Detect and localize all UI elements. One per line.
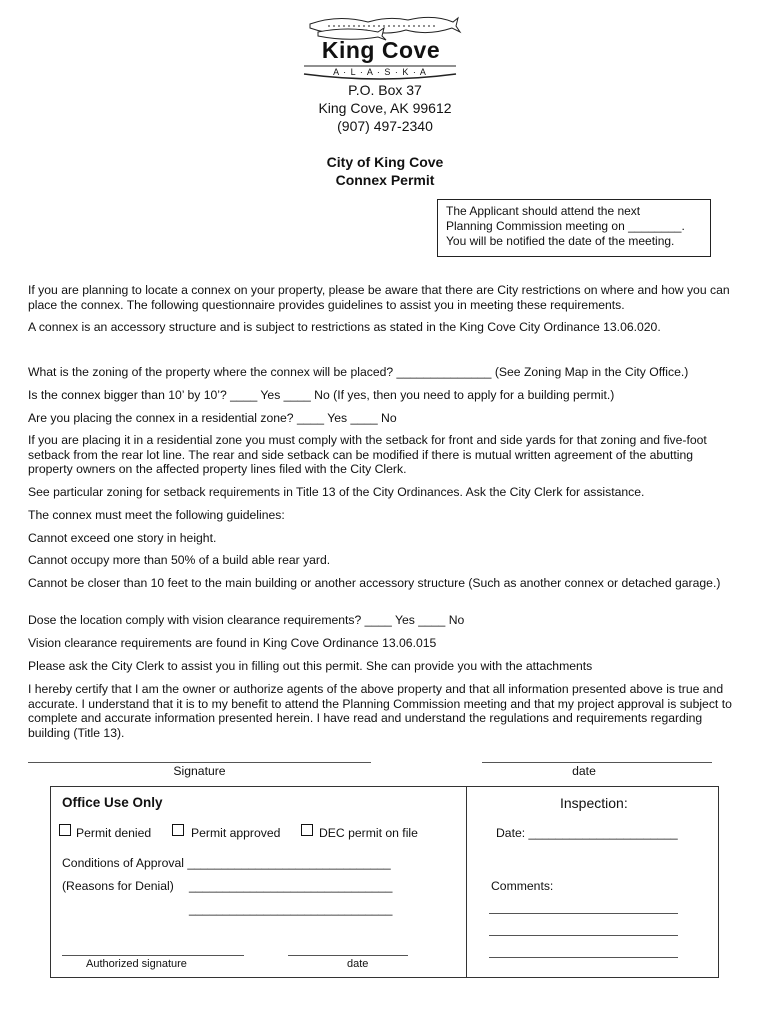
authorized-signature-label: Authorized signature (86, 958, 187, 970)
connex-size-question: Is the connex bigger than 10’ by 10’? ____ Yes ____ No (If yes, then you need to apply for a building permit.) (28, 388, 615, 402)
doc-title: City of King Cove (326, 154, 444, 170)
permit-approved-label: Permit approved (191, 826, 281, 840)
permit-denied-checkbox[interactable] (59, 824, 71, 836)
dec-permit-checkbox[interactable] (301, 824, 313, 836)
vision-question: Dose the location comply with vision clearance requirements? ____ Yes ____ No (28, 613, 465, 627)
comments-line-1[interactable] (489, 913, 678, 914)
signature-label: Signature (173, 764, 226, 778)
signature-line[interactable] (28, 762, 371, 763)
clerk-note: Please ask the City Clerk to assist you in filling out this permit. She can provide you with the attachments (28, 659, 593, 673)
setback-paragraph: If you are placing it in a residential zone you must comply with the setback for front and side yards for that zoning and five-foot setback from the rear lot line. The rear and side setback can be modified if there is mutual written agreement of the abutting property owners on the affected property lines filed with the City Clerk. (28, 433, 707, 476)
comments-label: Comments: (491, 879, 554, 893)
authorized-signature-line[interactable] (62, 955, 244, 956)
vision-reference: Vision clearance requirements are found in King Cove Ordinance 13.06.015 (28, 636, 437, 650)
address-phone: (907) 497-2340 (337, 118, 433, 134)
zoning-question: What is the zoning of the property where the connex will be placed? ______________ (See Zoning Map in the City Office.) (28, 365, 689, 379)
conditions-field[interactable]: Conditions of Approval ______________________________ (62, 856, 391, 870)
guidelines-heading: The connex must meet the following guidelines: (28, 508, 285, 522)
inspection-date-field[interactable]: Date: ______________________ (496, 826, 678, 840)
permit-denied-label: Permit denied (76, 826, 152, 840)
office-divider (466, 786, 467, 978)
notice-line-3: You will be notified the date of the meeting. (446, 234, 675, 248)
reasons-field-2[interactable]: ______________________________ (189, 902, 393, 916)
zoning-reference: See particular zoning for setback requirements in Title 13 of the City Ordinances. Ask the City Clerk for assistance. (28, 485, 645, 499)
dec-permit-label: DEC permit on file (319, 826, 418, 840)
comments-line-3[interactable] (489, 957, 678, 958)
certification-paragraph: I hereby certify that I am the owner or authorize agents of the above property and that all information presented above is true and accurate. I understand that it is to my benefit to attend the Planning Commission meeting and that my project approval is subject to complete and accurate information presented herein. I have read and understand the regulations and requirements regarding building (Title 13). (28, 682, 732, 740)
guideline-distance: Cannot be closer than 10 feet to the main building or another accessory structure (Such as another connex or detached garage.) (28, 576, 721, 590)
inspection-title: Inspection: (560, 795, 628, 811)
reasons-label: (Reasons for Denial) (62, 879, 174, 893)
authorized-date-label: date (347, 958, 369, 970)
guideline-height: Cannot exceed one story in height. (28, 531, 217, 545)
notice-line-1: The Applicant should attend the next (446, 204, 641, 218)
comments-line-2[interactable] (489, 935, 678, 936)
logo-name: King Cove (321, 37, 441, 63)
residential-zone-question: Are you placing the connex in a residential zone? ____ Yes ____ No (28, 411, 397, 425)
notice-line-2: Planning Commission meeting on ________. (446, 219, 685, 233)
intro-paragraph: If you are planning to locate a connex on your property, please be aware that there are City restrictions on where and how you can place the connex. The following questionnaire provides guidelines to assist you in meeting these requirements. (28, 283, 730, 312)
address-city: King Cove, AK 99612 (318, 100, 452, 116)
date-line[interactable] (482, 762, 712, 763)
meeting-notice-box (437, 199, 711, 257)
doc-subtitle: Connex Permit (335, 172, 435, 188)
authorized-date-line[interactable] (288, 955, 408, 956)
office-use-title: Office Use Only (62, 795, 163, 810)
accessory-paragraph: A connex is an accessory structure and is subject to restrictions as stated in the King Cove City Ordinance 13.06.020. (28, 320, 661, 334)
guideline-yard: Cannot occupy more than 50% of a build able rear yard. (28, 553, 331, 567)
permit-approved-checkbox[interactable] (172, 824, 184, 836)
logo-subtitle: A · L · A · S · K · A (333, 67, 427, 77)
address-po-box: P.O. Box 37 (348, 82, 422, 98)
reasons-field[interactable]: ______________________________ (189, 879, 393, 893)
date-label: date (572, 764, 596, 778)
